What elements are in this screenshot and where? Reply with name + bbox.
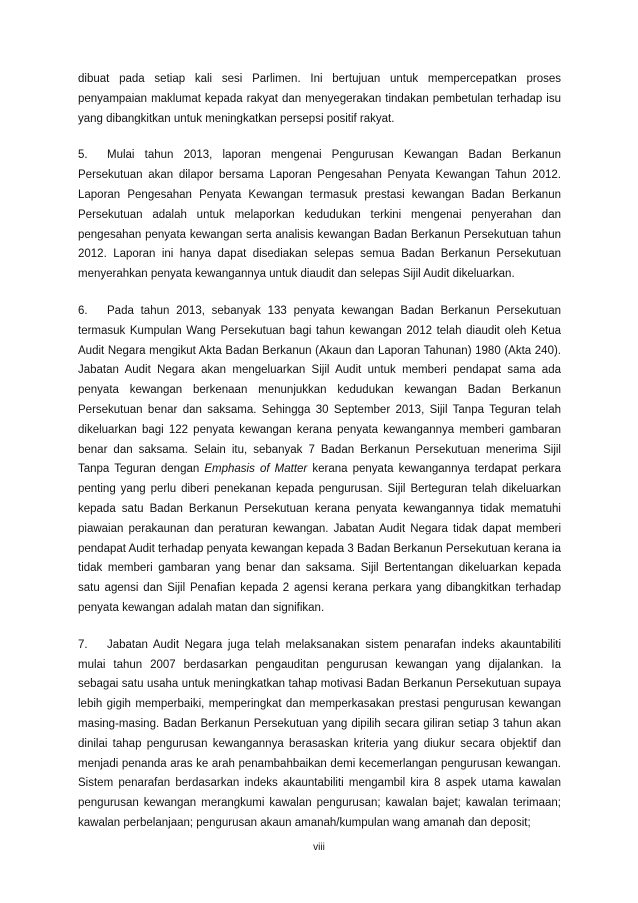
paragraph-number: 7. xyxy=(78,638,88,651)
paragraph-text-part-1: Pada tahun 2013, sebanyak 133 penyata kewangan Badan Berkanun Persekutuan termasuk Kumpulan Wang Persekutuan bagi tahun kewangan 2012 telah diaudit oleh Ketua Audit Negara mengikut Akta Badan Berkanun (Akaun dan Laporan Tahunan) 1980 (Akta 240). Jabatan Audit Negara akan mengeluarkan Sijil Audit untuk memberi pendapat sama ada penyata kewangan berkenaan menunjukkan kedudukan kewangan Badan Berkanun Persekutuan benar dan saksama. Sehingga 30 September 2013, Sijil Tanpa Teguran telah dikeluarkan bagi 122 penyata kewangan kerana penyata kewangannya memberi gambaran benar dan saksama. Selain itu, sebanyak 7 Badan Berkanun Persekutuan menerima Sijil Tanpa Teguran dengan xyxy=(78,304,561,476)
paragraph-text: Mulai tahun 2013, laporan mengenai Pengurusan Kewangan Badan Berkanun Persekutuan akan dilapor bersama Laporan Pengesahan Penyata Kewangan Tahun 2012. Laporan Pengesahan Penyata Kewangan termasuk prestasi kewangan Badan Berkanun Persekutuan adalah untuk melaporkan kedudukan terkini mengenai penyerahan dan pengesahan penyata kewangan serta analisis kewangan Badan Berkanun Persekutuan tahun 2012. Laporan ini hanya dapat disediakan selepas semua Badan Berkanun Persekutuan menyerahkan penyata kewangannya untuk diaudit dan selepas Sijil Audit dikeluarkan. xyxy=(78,149,561,281)
paragraph-number: 5. xyxy=(78,149,88,162)
paragraph-5 xyxy=(78,146,561,285)
paragraph-text-part-2: kerana penyata kewangannya terdapat perkara penting yang perlu diberi penekanan kepada pengurusan. Sijil Berteguran telah dikeluarkan kepada satu Badan Berkanun Persekutuan kerana penyata kewangannya tidak mematuhi piawaian perakaunan dan peraturan kewangan. Jabatan Audit Negara tidak dapat memberi pendapat Audit terhadap penyata kewangan kepada 3 Badan Berkanun Persekutuan kerana ia tidak memberi gambaran yang benar dan saksama. Sijil Bertentangan dikeluarkan kepada satu agensi dan Sijil Penafian kepada 2 agensi kerana perkara yang dibangkitkan terhadap penyata kewangan adalah matan dan signifikan. xyxy=(78,463,562,614)
paragraph-number: 6. xyxy=(78,304,88,317)
paragraph-text: Jabatan Audit Negara juga telah melaksanakan sistem penarafan indeks akauntabiliti mulai tahun 2007 berdasarkan pengauditan pengurusan kewangan yang dijalankan. Ia sebagai satu usaha untuk meningkatkan tahap motivasi Badan Berkanun Persekutuan supaya lebih gigih memperbaiki, memperingkat dan memperkasakan prestasi pengurusan kewangan masing-masing. Badan Berkanun Persekutuan yang dipilih secara giliran setiap 3 tahun akan dinilai tahap pengurusan kewangannya berasaskan kriteria yang diukur secara objektif dan menjadi penanda aras ke arah penambahbaikan demi kecemerlangan pengurusan kewangan. Sistem penarafan berdasarkan indeks akauntabiliti mengambil kira 8 aspek utama kawalan pengurusan kewangan merangkumi kawalan pengurusan; kawalan bajet; kawalan terimaan; kawalan perbelanjaan; pengurusan akaun amanah/kumpulan wang amanah dan deposit; xyxy=(78,638,561,829)
page-number: viii xyxy=(313,842,325,853)
paragraph-6 xyxy=(78,302,561,619)
document-page xyxy=(78,70,561,851)
paragraph-7 xyxy=(78,636,561,834)
paragraph-text: dibuat pada setiap kali sesi Parlimen. Ini bertujuan untuk mempercepatkan proses penyampaian maklumat kepada rakyat dan menyegerakan tindakan pembetulan terhadap isu yang dibangkitkan untuk meningkatkan persepsi positif rakyat. xyxy=(78,73,561,125)
emphasis-of-matter-term: Emphasis of Matter xyxy=(204,463,308,476)
paragraph-continued xyxy=(78,70,561,129)
